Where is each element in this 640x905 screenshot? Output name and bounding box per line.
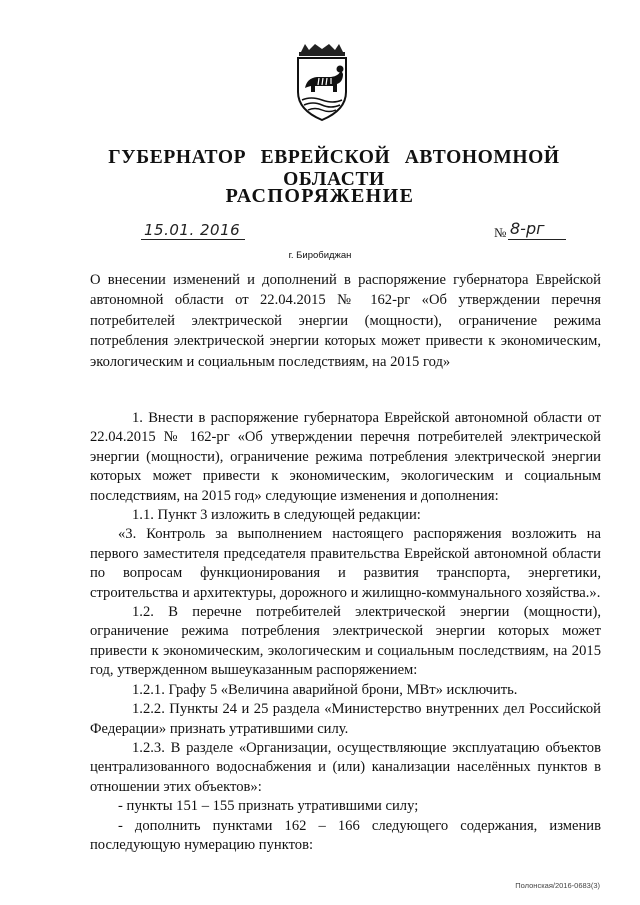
body-paragraph: 1.1. Пункт 3 изложить в следующей редакции: xyxy=(132,507,421,524)
coat-of-arms-emblem xyxy=(291,44,353,124)
document-number: 8-рг xyxy=(510,219,545,238)
footer-code: Полонская/2016-0683(3) xyxy=(515,881,600,890)
body-paragraph: 1.2. В перечне потребителей электрической энергии (мощности), ограничение режима потребления электрической энергии которых может привести к экономическим, экологическим и социальным последствиям, на 2015 год, утвержденном вышеуказанным распоряжением: xyxy=(90,604,601,679)
body-paragraph: - пункты 151 – 155 признать утратившими силу; xyxy=(118,798,419,815)
date-underline xyxy=(141,239,245,240)
number-underline xyxy=(508,239,566,240)
body-paragraph: 1. Внести в распоряжение губернатора Еврейской автономной области от 22.04.2015 № 162-рг «Об утверждении перечня потребителей электрической энергии (мощности), ограничение режима потребления электрической энергии которых может привести к экономическим, экологическим и социальным последствиям, на 2015 год» следующие изменения и дополнения: xyxy=(90,410,601,504)
document-type-heading: РАСПОРЯЖЕНИЕ xyxy=(225,185,415,207)
number-label: № xyxy=(494,225,507,240)
body-paragraph: 1.2.2. Пункты 24 и 25 раздела «Министерство внутренних дел Российской Федерации» признать утратившими силу. xyxy=(90,701,601,737)
document-subject: О внесении изменений и дополнений в распоряжение губернатора Еврейской автономной области от 22.04.2015 № 162-рг «Об утверждении перечня потребителей электрической энергии (мощности), ограничение режима потребления электрической энергии которых может привести к экономическим, экологическим и социальным последствиям, на 2015 год» xyxy=(90,272,601,370)
tiger-coat-of-arms-icon xyxy=(291,44,353,124)
document-body xyxy=(90,409,601,855)
body-paragraph: «3. Контроль за выполнением настоящего распоряжения возложить на первого заместителя председателя правительства Еврейской автономной области по вопросам функционирования и развития транспорта, энергетики, строительства и архитектуры, дорожного и жилищно-коммунального хозяйства.». xyxy=(90,526,601,601)
document-date: 15.01. 2016 xyxy=(144,221,241,239)
city-label: г. Биробиджан xyxy=(288,250,352,261)
body-paragraph: 1.2.1. Графу 5 «Величина аварийной брони, МВт» исключить. xyxy=(132,681,518,698)
body-paragraph: 1.2.3. В разделе «Организации, осуществляющие эксплуатацию объектов централизованного водоснабжения и (или) канализации населённых пунктов в отношении этих объектов»: xyxy=(90,739,601,795)
governor-title: ГУБЕРНАТОР ЕВРЕЙСКОЙ АВТОНОМНОЙ ОБЛАСТИ xyxy=(108,147,560,190)
body-paragraph: - дополнить пунктами 162 – 166 следующего содержания, изменив последующую нумерацию пунктов: xyxy=(90,817,601,853)
